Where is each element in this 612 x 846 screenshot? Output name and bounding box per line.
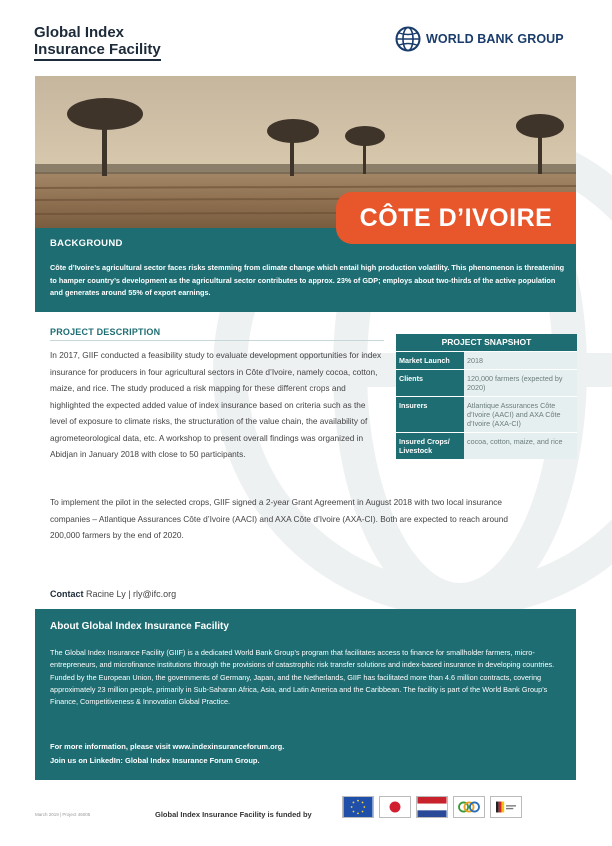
snapshot-title: PROJECT SNAPSHOT xyxy=(396,334,577,351)
footer-note: March 2019 | Project 46005 xyxy=(35,812,91,817)
snapshot-row xyxy=(396,369,577,396)
contact-value[interactable]: Racine Ly | rly@ifc.org xyxy=(86,589,177,599)
project-snapshot-table xyxy=(396,334,577,459)
world-bank-name: WORLD BANK GROUP xyxy=(426,32,564,46)
brand-line2: Insurance Facility xyxy=(34,41,161,61)
acp-logo-icon xyxy=(453,796,485,818)
country-name: CÔTE D’IVOIRE xyxy=(359,203,553,232)
snapshot-label: Market Launch xyxy=(399,356,450,365)
about-title: About Global Index Insurance Facility xyxy=(50,621,229,632)
country-badge xyxy=(336,192,576,244)
about-section xyxy=(35,609,576,780)
snapshot-label: Insured Crops/ Livestock xyxy=(399,437,450,455)
world-bank-logo xyxy=(395,26,564,52)
contact-line xyxy=(50,589,176,599)
giif-logo xyxy=(34,24,161,61)
linkedin-link[interactable]: Join us on LinkedIn: Global Index Insurance Forum Group. xyxy=(50,756,260,765)
background-title: BACKGROUND xyxy=(50,238,123,249)
snapshot-value: 120,000 farmers (expected by 2020) xyxy=(464,370,577,396)
snapshot-row xyxy=(396,396,577,432)
website-link[interactable]: For more information, please visit www.indexinsuranceforum.org. xyxy=(50,742,285,751)
snapshot-value: Atlantique Assurances Côte d’Ivoire (AACI) and AXA Côte d’Ivoire (AXA-CI) xyxy=(464,397,577,432)
funder-logos xyxy=(342,796,522,818)
netherlands-flag-icon xyxy=(416,796,448,818)
germany-bmz-logo-icon xyxy=(490,796,522,818)
project-description-title: PROJECT DESCRIPTION xyxy=(50,327,161,337)
background-text: Côte d’Ivoire’s agricultural sector faces risks stemming from climate change which entail high production volatility. This phenomenon is threatening to hamper country’s development as the agricultural sector contributes to approx. 23% of GDP; employs about two-thirds of the active population and generates around 55% of export earnings. xyxy=(50,263,565,297)
snapshot-label: Clients xyxy=(399,374,423,383)
eu-flag-icon xyxy=(342,796,374,818)
about-body: The Global Index Insurance Facility (GIIF) is a dedicated World Bank Group’s program that facilitates access to finance for smallholder farmers, micro-entrepreneurs, and microfinance institutions through the provisions of catastrophic risk transfer solutions and index-based insurance in developing countries. Funded by the European Union, the governments of Germany, Japan, and the Netherlands, GIIF has facilitated more than 4.6 million contracts, covering approximately 23 million people, primarily in Sub-Saharan Africa, Asia, and Latin America and the Caribbean. The facility is part of the World Bank Group’s Finance, Competitiveness & Innovation Global Practice. xyxy=(50,648,555,707)
contact-label: Contact xyxy=(50,589,84,599)
snapshot-value: cocoa, cotton, maize, and rice xyxy=(464,433,577,459)
section-divider xyxy=(50,340,384,341)
snapshot-value: 2018 xyxy=(464,352,577,369)
world-bank-globe-icon xyxy=(395,26,421,52)
snapshot-label: Insurers xyxy=(399,401,428,410)
project-description-paragraph: In 2017, GIIF conducted a feasibility study to evaluate development opportunities for index insurance for producers in four agricultural sectors in Côte d’Ivoire, namely cocoa, cotton, maize, and rice. The study produced a risk mapping for these different crops and highlighted the expected added value of index insurance based on criteria such as the level of exposure to climate risks, the structuration of the value chain, the availability of agrometeorological data, etc. A workshop to present overall findings was organized in Abidjan in January 2018 with close to 50 participants. xyxy=(50,350,382,459)
project-description-paragraph: To implement the pilot in the selected crops, GIIF signed a 2-year Grant Agreement in August 2018 with two local insurance companies – Atlantique Assurances Côte d’Ivoire (AACI) and AXA Côte d’Ivoire (AXA-CI). Both are expected to reach around 200,000 farmers by the end of 2020. xyxy=(50,497,508,540)
funded-by-label: Global Index Insurance Facility is funded by xyxy=(155,810,312,819)
brand-line1: Global Index xyxy=(34,24,125,41)
snapshot-row xyxy=(396,432,577,459)
snapshot-row xyxy=(396,351,577,369)
japan-flag-icon xyxy=(379,796,411,818)
